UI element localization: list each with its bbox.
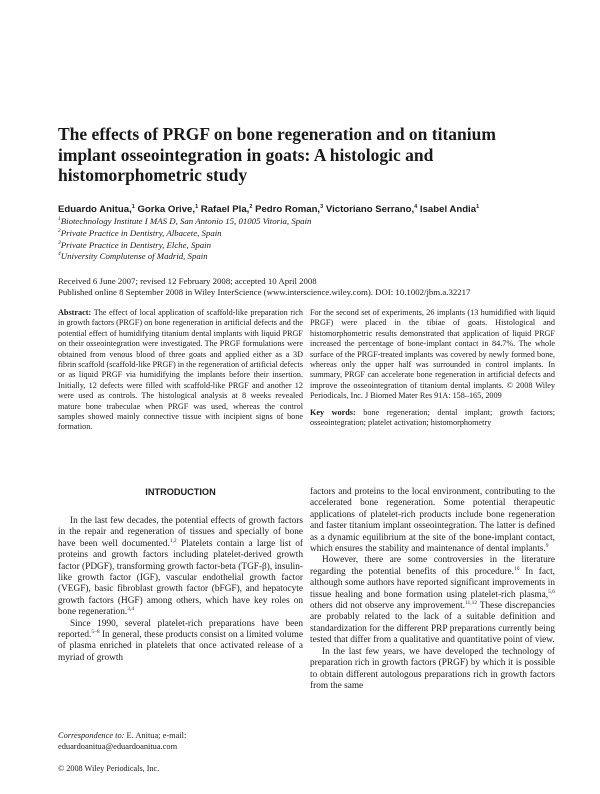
correspondence-label: Correspondence to: (58, 731, 125, 740)
author: Victoriano Serrano,$^4$ (325, 203, 418, 215)
abstract-left (58, 308, 303, 433)
affiliation-list (58, 216, 458, 263)
section-heading-introduction: INTRODUCTION (145, 487, 216, 497)
paragraph: Since 1990, several platelet-rich preparations have been reported.$^{5-8}$ In general, these products consist on a limited volume of plasma enriched in platelets that once activated release of a myriad of growth (58, 618, 304, 663)
author: Eduardo Anitua,$^1$ (58, 203, 135, 215)
body-right-column (310, 487, 555, 692)
author-list (58, 204, 558, 215)
body-left-column (58, 516, 303, 664)
affiliation: $^3$Private Practice in Dentistry, Elche, Spain (58, 239, 211, 250)
keywords (310, 408, 555, 429)
affiliation: $^1$Biotechnology Institute I MAS D, San Antonio 15, 01005 Vitoria, Spain (58, 216, 312, 226)
article-title: The effects of PRGF on bone regeneration and on titanium implant osseointegration in goats: A histologic and histomorphometric study (58, 124, 496, 185)
author: Gorka Orive,$^1$ (137, 203, 199, 215)
received-line: Received 6 June 2007; revised 12 February 2008; accepted 10 April 2008 (58, 276, 317, 286)
correspondence-text: E. Anitua; e-mail: eduardoanitua@eduardoanitua.com (58, 731, 187, 751)
publication-dates (58, 276, 558, 298)
abstract-text-continued: For the second set of experiments, 26 implants (13 humidified with liquid PRGF) were placed in the tibiae of goats. Histological and histomorphometric results demonstrated that application of liquid PRGF increased the percentage of bone-implant contact in 84.7%. The whole surface of the PRGF-treated implants was covered by newly formed bone, whereas only the upper half was surrounded in control implants. In summary, PRGF can accelerate bone regeneration in artificial defects and improve the osseointegration of titanium dental implants. © 2008 Wiley Periodicals, Inc. J Biomed Mater Res 91A: 158–165, 2009 (310, 308, 555, 401)
paragraph: In the last few decades, the potential effects of growth factors in the repair and regeneration of tissues and specially of bone have been well documented.$^{1,2}$ Platelets contain a large list of proteins and growth factors including platelet-derived growth factor (PDGF), transforming growth factor-beta (TGF-β), insulin-like growth factor (IGF), vascular endothelial growth factor (VEGF), basic fibroblast growth factor (bFGF), and hepatocyte growth factors (HGF) among others, which have key roles on bone regeneration.$^{3,4}$ (58, 516, 303, 618)
author: Isabel Andia$^1$ (419, 203, 480, 215)
author: Rafael Pla,$^2$ (200, 203, 253, 215)
copyright-line: © 2008 Wiley Periodicals, Inc. (58, 764, 160, 773)
affiliation: $^2$Private Practice in Dentistry, Albacete, Spain (58, 227, 222, 238)
affiliation: $^4$University Complutense of Madrid, Spain (58, 251, 208, 262)
abstract-right (310, 308, 555, 428)
keywords-label: Key words: (310, 407, 356, 417)
abstract-label: Abstract: (58, 308, 92, 317)
correspondence-note (58, 731, 303, 752)
author: Pedro Roman,$^3$ (255, 203, 324, 215)
paragraph: factors and proteins to the local environment, contributing to the accelerated bone regeneration. Some potential therapeutic applications of platelet-rich products include bone regeneration and faster titanium implant osseointegration. The latter is defined as a dynamic equilibrium at the site of the bone-implant contact, which ensures the stability and maintenance of dental implants.$^9$ (310, 487, 555, 555)
keywords-text: bone regeneration; dental implant; growth factors; osseointegration; platelet activation; histomorphometry (310, 407, 556, 428)
paragraph: However, there are some controversies in the literature regarding the potential benefits of this procedure.$^{10}$ In fact, although some authors have reported significant improvements in tissue healing and bone formation using platelet-rich plasma,$^{5,6}$ others did not observe any improvement.$^{11,12}$ These discrepancies are probably related to the lack of a suitable definition and standardization for the different PRP preparations currently being tested that differ from a qualitative and quantitative point of view. (310, 555, 555, 646)
paragraph: In the last few years, we have developed the technology of preparation rich in growth factors (PRGF) by which it is possible to obtain different autologous preparations rich in growth factors from the same (310, 646, 555, 691)
published-line: Published online 8 September 2008 in Wiley InterScience (www.interscience.wiley.com). DOI: 10.1002/jbm.a.32217 (58, 287, 471, 298)
abstract-text: The effect of local application of scaffold-like preparation rich in growth factors (PRGF) on bone regeneration in artificial defects and the potential effect of humidifying titanium dental implants with liquid PRGF on their osseointegration were investigated. The PRGF formulations were obtained from venous blood of three goats and applied either as a 3D fibrin scaffold (scaffold-like PRGF) in the regeneration of artificial defects or as liquid PRGF via humidifying the implants before their insertion. Initially, 12 defects were filled with scaffold-like PRGF and another 12 were used as controls. The histological analysis at 8 weeks revealed mature bone trabeculae when PRGF was used, whereas the control samples showed mainly connective tissue with incipient signs of bone formation. (58, 308, 304, 432)
